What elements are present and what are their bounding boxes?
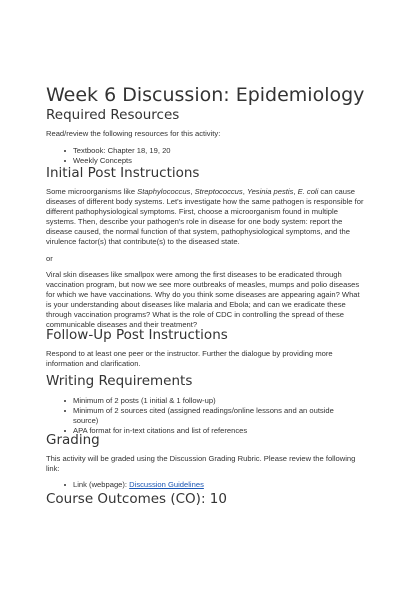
- grading-text: This activity will be graded using the Discussion Grading Rubric. Please review the following link:: [46, 454, 356, 473]
- bullet-icon: [64, 484, 66, 486]
- bullet-icon: [64, 410, 66, 412]
- or-separator: or: [46, 254, 53, 263]
- page-title: Week 6 Discussion: Epidemiology: [46, 84, 365, 106]
- bullet-icon: [64, 400, 66, 402]
- list-item: Minimum of 2 posts (1 initial & 1 follow-up): [64, 396, 354, 406]
- follow-up-text: Respond to at least one peer or the instructor. Further the dialogue by providing more information and clarification.: [46, 349, 333, 368]
- list-item: Link (webpage): Discussion Guidelines: [64, 480, 354, 490]
- initial-post-paragraph-2: Viral skin diseases like smallpox were among the first diseases to be eradicated through vaccination program, but now we see more outbreaks of measles, mumps and polio diseases for which we have vaccinations. Why do you think some diseases are appearing again? What is your understanding about diseases like malaria and Ebola; and can we eradicate these through vaccination programs? What is the role of CDC in controlling the spread of these communicable diseases and their treatment?: [46, 270, 360, 329]
- discussion-guidelines-link[interactable]: Discussion Guidelines: [129, 480, 204, 489]
- grading-link-list: [64, 480, 354, 490]
- writing-requirements-list: [64, 396, 354, 436]
- writing-requirements-heading: Writing Requirements: [46, 373, 193, 389]
- bullet-icon: [64, 150, 66, 152]
- initial-post-paragraph-1: Some microorganisms like Staphylococcus, Streptococcus, Yesinia pestis, E. coli can cause diseases of different body systems. Let's investigate how the same pathogen is responsible for different pathophysiological symptoms. First, choose a microorganism found in multiple systems. Then, describe your pathogen's role in disease for one body system: report the disease caused, the normal function of that system, pathophysiological symptoms, and the virulence factor(s) that contribute(s) to the diseased state.: [46, 187, 364, 246]
- required-resources-heading: Required Resources: [46, 107, 180, 123]
- required-resources-intro: Read/review the following resources for this activity:: [46, 129, 221, 138]
- follow-up-heading: Follow-Up Post Instructions: [46, 327, 228, 343]
- list-item: Minimum of 2 sources cited (assigned readings/online lessons and an outside source): [64, 406, 354, 426]
- list-item: APA format for in-text citations and list of references: [64, 426, 354, 436]
- required-resources-list: [64, 146, 354, 166]
- list-item: Textbook: Chapter 18, 19, 20: [64, 146, 354, 156]
- list-item: Weekly Concepts: [64, 156, 354, 166]
- course-outcomes-heading: Course Outcomes (CO): 10: [46, 491, 227, 507]
- initial-post-heading: Initial Post Instructions: [46, 165, 200, 181]
- grading-heading: Grading: [46, 432, 100, 448]
- bullet-icon: [64, 160, 66, 162]
